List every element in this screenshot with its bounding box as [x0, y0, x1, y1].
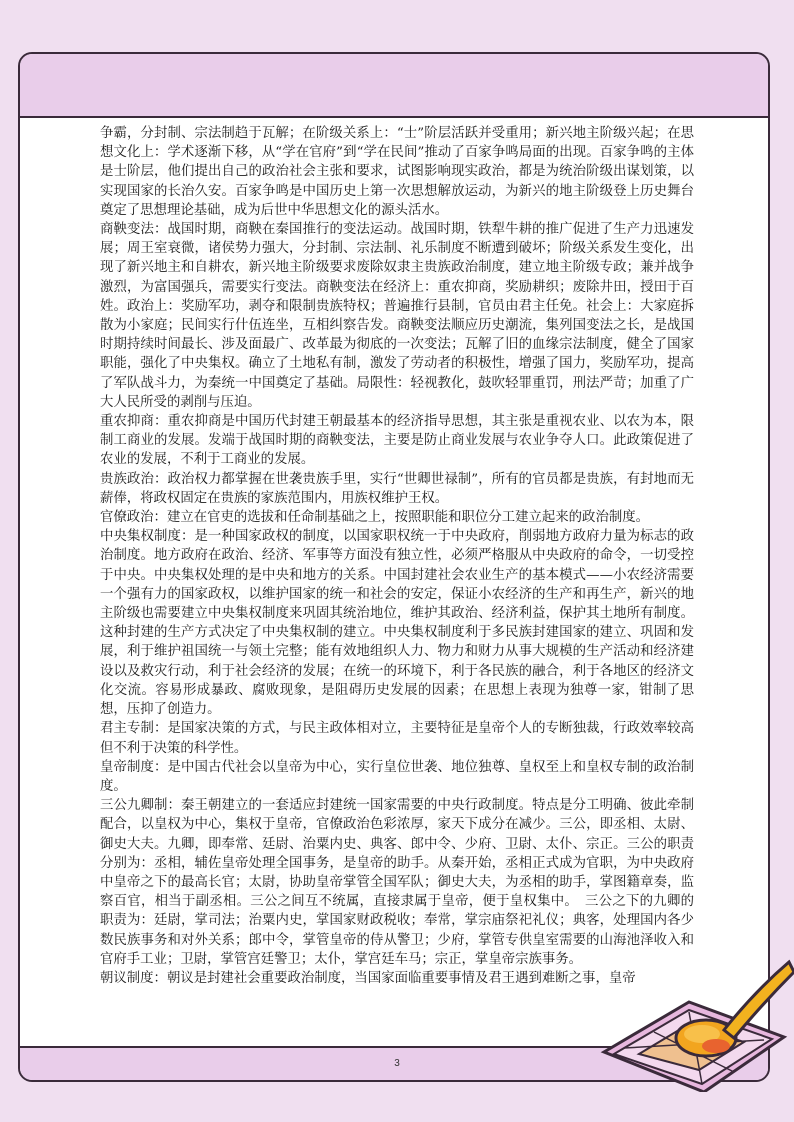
spoon-decoration-icon [584, 942, 794, 1092]
paragraph-autocracy: 君主专制：是国家决策的方式，与民主政体相对立，主要特征是皇帝个人的专断独裁，行政效率较高但不利于决策的科学性。 [100, 721, 694, 756]
paragraph-emperor-system: 皇帝制度：是中国古代社会以皇帝为中心，实行皇位世袭、地位独尊、皇权至上和皇权专制的政治制度。 [100, 759, 694, 794]
paragraph-centralization: 中央集权制度：是一种国家政权的制度，以国家职权统一于中央政府，削弱地方政府力量为标志的政治制度。地方政府在政治、经济、军事等方面没有独立性，必须严格服从中央政府的命令，一切受控于中央。中央集权处理的是中央和地方的关系。中国封建社会农业生产的基本模式——小农经济需要一个强有力的国家政权，以维护国家的统一和社会的安定，保证小农经济的生产和再生产，新兴的地主阶级也需要建立中央集权制度来巩固其统治地位，维护其政治、经济利益，保护其土地所有制度。这种封建的生产方式决定了中央集权制的建立。中央集权制度利于多民族封建国家的建立、巩固和发展，利于维护祖国统一与领土完整；能有效地组织人力、物力和财力从事大规模的生产活动和经济建设以及救灾行动，利于社会经济的发展；在统一的环境下，利于各民族的融合，利于各地区的经济文化交流。容易形成暴政、腐败现象，是阻碍历史发展的因素；在思想上表现为独尊一家，钳制了思想，压抑了创造力。 [100, 529, 694, 718]
paragraph-shang-yang-reform: 商鞅变法：战国时期，商鞅在秦国推行的变法运动。战国时期，铁犁牛耕的推广促进了生产力迅速发展；周王室衰微，诸侯势力强大，分封制、宗法制、礼乐制度不断遭到破坏；阶级关系发生变化，出现了新兴地主和自耕农，新兴地主阶级要求废除奴隶主贵族政治制度，建立地主阶级专政；兼并战争激烈，为富国强兵，需要实行变法。商鞅变法在经济上：重农抑商，奖励耕织；废除井田，授田于百姓。政治上：奖励军功，剥夺和限制贵族特权；普遍推行县制，官员由君主任免。社会上：大家庭拆散为小家庭；民间实行什伍连坐，互相纠察告发。商鞅变法顺应历史潮流，集列国变法之长，是战国时期持续时间最长、涉及面最广、改革最为彻底的一次变法；瓦解了旧的血缘宗法制度，健全了国家职能，强化了中央集权。确立了土地私有制，激发了劳动者的积极性，增强了国力，奖励军功，提高了军队战斗力，为秦统一中国奠定了基础。局限性：轻视教化，鼓吹轻罪重罚，刑法严苛；加重了广大人民所受的剥削与压迫。 [100, 222, 694, 410]
paragraph-three-lords-nine-ministers: 三公九卿制：秦王朝建立的一套适应封建统一国家需要的中央行政制度。特点是分工明确、彼此牵制配合，以皇权为中心，集权于皇帝，官僚政治色彩浓厚，家天下成分在减少。三公，即丞相、太尉、御史大夫。九卿，即奉常、廷尉、治粟内史、典客、郎中令、少府、卫尉、太仆、宗正。三公的职责分别为：丞相，辅佐皇帝处理全国事务，是皇帝的助手。从秦开始，丞相正式成为官职，为中央政府中皇帝之下的最高长官；太尉，协助皇帝掌管全国军队；御史大夫，为丞相的助手，掌图籍章奏，监察百官，相当于副丞相。三公之间互不统属，直接隶属于皇帝，便于皇权集中。 三公之下的九卿的职责为：廷尉，掌司法；治粟内史，掌国家财政税收；奉常，掌宗庙祭祀礼仪；典客，处理国内各少数民族事务和对外关系；郎中令，掌管皇帝的侍从警卫；少府，掌管专供皇室需要的山海池泽收入和官府手工业；卫尉，掌管宫廷警卫；太仆，掌宫廷车马；宗正，掌皇帝宗族事务。 [100, 798, 694, 967]
document-body [100, 124, 694, 1026]
page-number: 3 [394, 1058, 400, 1069]
header-band [20, 54, 768, 118]
paragraph-agriculture-over-commerce: 重农抑商：重农抑商是中国历代封建王朝最基本的经济指导思想，其主张是重视农业、以农为本，限制工商业的发展。发端于战国时期的商鞅变法，主要是防止商业发展与农业争夺人口。此政策促进了农业的发展，不利于工商业的发展。 [100, 414, 694, 468]
paragraph-court-deliberation: 朝议制度：朝议是封建社会重要政治制度，当国家面临重要事情及君王遇到难断之事，皇帝 [100, 970, 636, 986]
paragraph-hundred-schools: 争霸，分封制、宗法制趋于瓦解；在阶级关系上：“士”阶层活跃并受重用；新兴地主阶级兴起；在思想文化上：学术逐渐下移，从“学在官府”到“学在民间”推动了百家争鸣局面的出现。百家争鸣的主体是士阶层，他们提出自己的政治社会主张和要求，试图影响现实政治，都是为统治阶级出谋划策，以实现国家的长治久安。百家争鸣是中国历史上第一次思想解放运动，为新兴的地主阶级登上历史舞台奠定了思想理论基础，成为后世中华思想文化的源头活水。 [100, 126, 694, 218]
paragraph-aristocratic-politics: 贵族政治：政治权力都掌握在世袭贵族手里，实行“世卿世禄制”，所有的官员都是贵族，有封地而无薪俸，将政权固定在贵族的家族范围内，用族权维护王权。 [100, 471, 694, 506]
paragraph-bureaucratic-politics: 官僚政治：建立在官吏的选拔和任命制基础之上，按照职能和职位分工建立起来的政治制度。 [100, 510, 650, 526]
